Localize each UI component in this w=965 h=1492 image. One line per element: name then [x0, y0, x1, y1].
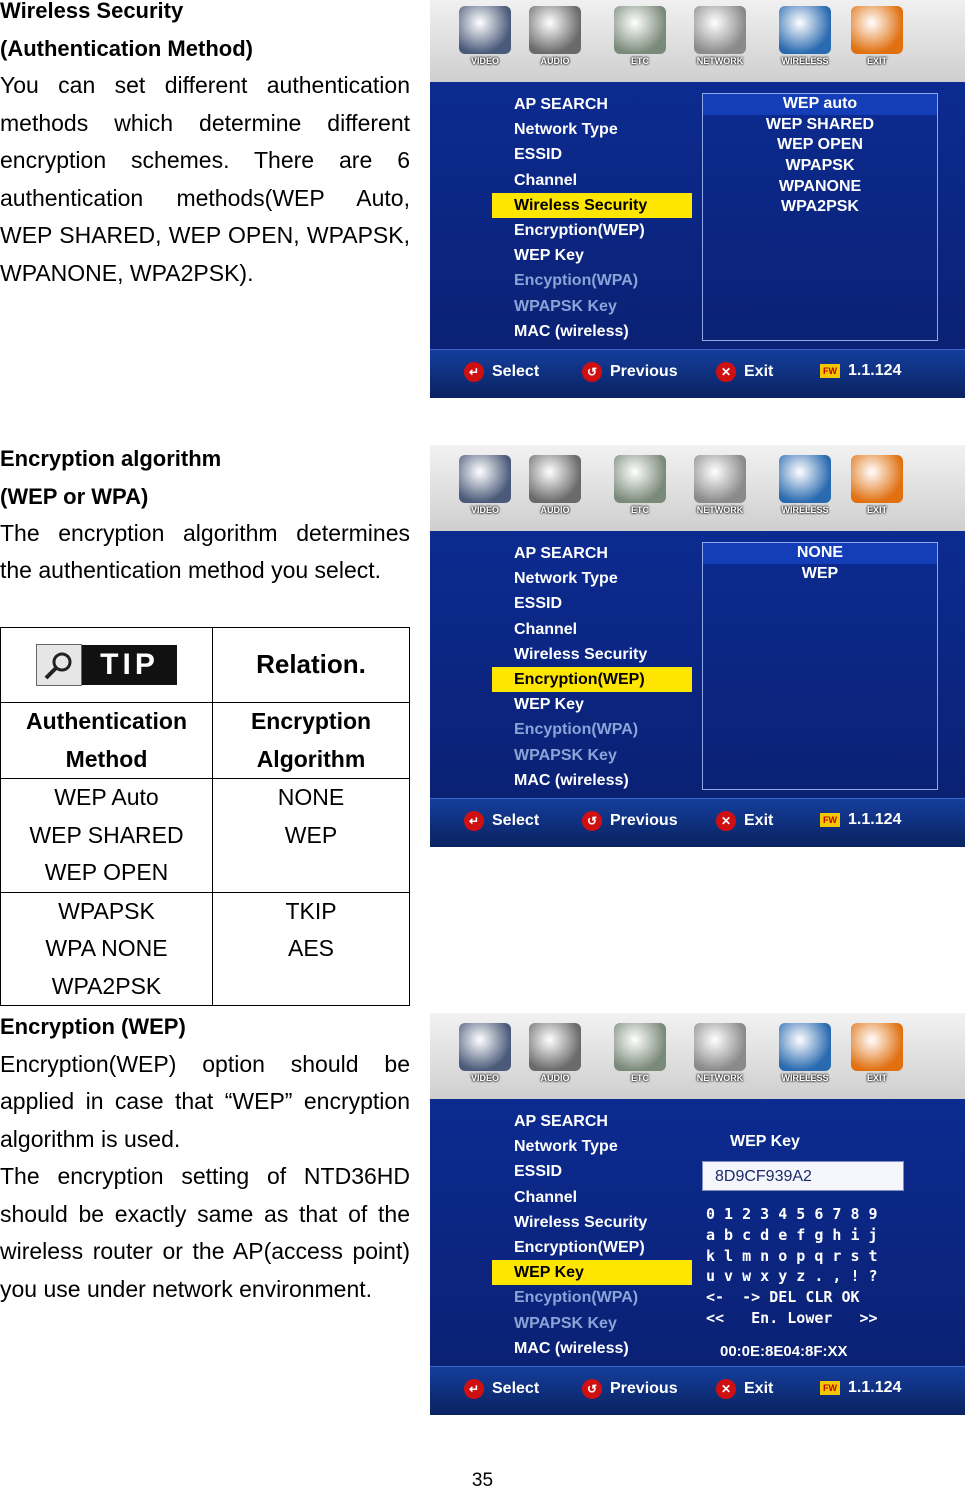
top-menu-exit[interactable] — [842, 455, 912, 515]
top-menu-label: ETC — [631, 505, 649, 515]
paragraph: The encryption algorithm determines the authentication method you select. — [0, 520, 410, 583]
top-menu-label: WIRELESS — [781, 1073, 829, 1083]
top-menu-label: ETC — [631, 1073, 649, 1083]
top-menu-audio[interactable] — [520, 455, 590, 515]
table-row — [1, 892, 410, 1006]
subheading: (Authentication Method) — [0, 35, 253, 61]
exit-icon: ✕ — [716, 362, 736, 382]
top-menu-exit[interactable] — [842, 1023, 912, 1083]
option-item[interactable]: WPA2PSK — [781, 198, 859, 216]
keyboard-row[interactable]: a b c d e f g h i j — [706, 1225, 878, 1244]
select-button[interactable] — [464, 811, 539, 831]
screenshot-wep-key — [430, 1013, 965, 1415]
menu-item[interactable]: ESSID — [514, 146, 563, 164]
wep-key-input[interactable]: 8D9CF939A2 — [702, 1161, 904, 1191]
bottom-bar — [430, 798, 965, 847]
top-menu-label: WIRELESS — [781, 505, 829, 515]
keyboard-row[interactable]: u v w x y z . , ! ? — [706, 1267, 878, 1286]
top-menu-label: EXIT — [866, 505, 887, 515]
top-menu-video[interactable] — [450, 455, 520, 515]
top-menu-label: VIDEO — [470, 1073, 499, 1083]
previous-label: Previous — [610, 812, 678, 829]
menu-item[interactable]: WPAPSK Key — [514, 746, 617, 764]
top-menu-video[interactable] — [450, 1023, 520, 1083]
top-menu-label: NETWORK — [696, 56, 744, 66]
speaker-icon — [529, 6, 581, 54]
fw-badge: FW — [820, 813, 840, 827]
top-menu-exit[interactable] — [842, 6, 912, 66]
exit-icon: ✕ — [716, 1379, 736, 1399]
encryption-algorithm-header: Encryption Algorithm — [213, 703, 410, 779]
select-button[interactable] — [464, 362, 539, 382]
speaker-icon — [529, 1023, 581, 1071]
top-menu-label: WIRELESS — [781, 56, 829, 66]
bottom-bar — [430, 1366, 965, 1415]
section-encryption-algorithm — [0, 440, 410, 589]
exit-folder-icon — [851, 455, 903, 503]
settings-menu — [492, 1109, 692, 1361]
top-menu-label: AUDIO — [540, 1073, 570, 1083]
enc-cell: TKIP AES — [213, 892, 410, 1006]
menu-item[interactable]: WPAPSK Key — [514, 297, 617, 315]
top-menu-label: NETWORK — [696, 505, 744, 515]
option-item[interactable]: WEP — [801, 564, 839, 582]
menu-item[interactable]: AP SEARCH — [514, 96, 608, 113]
exit-folder-icon — [851, 1023, 903, 1071]
mac-address: 00:0E:8E04:8F:XX — [720, 1343, 848, 1360]
menu-item[interactable]: WEP Key — [514, 247, 584, 265]
menu-item[interactable]: AP SEARCH — [514, 545, 608, 562]
previous-label: Previous — [610, 363, 678, 380]
table-row — [1, 779, 410, 893]
menu-item[interactable]: Encyption(WPA) — [514, 721, 639, 739]
select-icon: ↵ — [464, 1379, 484, 1399]
network-icon — [694, 455, 746, 503]
option-item[interactable]: WEP SHARED — [765, 115, 875, 133]
settings-menu — [492, 541, 692, 793]
relation-label: Relation. — [213, 628, 410, 703]
tv-icon — [459, 6, 511, 54]
wep-key-title: WEP Key — [730, 1133, 800, 1150]
exit-label: Exit — [744, 363, 774, 380]
menu-item[interactable]: Channel — [514, 171, 578, 189]
top-icon-bar — [430, 445, 965, 531]
exit-icon: ✕ — [716, 811, 736, 831]
heading: Encryption (WEP) — [0, 1014, 186, 1039]
menu-item[interactable]: Wireless Security — [492, 193, 692, 218]
select-label: Select — [492, 363, 540, 380]
bottom-bar — [430, 349, 965, 398]
keyboard-row[interactable]: k l m n o p q r s t — [706, 1246, 878, 1265]
top-menu-audio[interactable] — [520, 1023, 590, 1083]
top-menu-network[interactable] — [685, 455, 755, 515]
top-menu-label: AUDIO — [540, 56, 570, 66]
speaker-icon — [529, 455, 581, 503]
previous-button[interactable] — [582, 1379, 678, 1399]
previous-icon: ↺ — [582, 1379, 602, 1399]
previous-button[interactable] — [582, 811, 678, 831]
top-menu-video[interactable] — [450, 6, 520, 66]
menu-item[interactable]: MAC (wireless) — [514, 771, 629, 789]
menu-item[interactable]: AP SEARCH — [514, 1113, 608, 1130]
satellite-icon — [779, 6, 831, 54]
fw-badge: FW — [820, 1381, 840, 1395]
option-item[interactable]: WPANONE — [778, 177, 862, 195]
satellite-icon — [779, 1023, 831, 1071]
top-menu-etc[interactable] — [605, 455, 675, 515]
menu-item[interactable]: Channel — [514, 620, 578, 638]
heading: Wireless Security — [0, 0, 184, 23]
exit-button[interactable] — [716, 811, 773, 831]
top-menu-wireless[interactable] — [770, 1023, 840, 1083]
keyboard-row[interactable]: <- -> DEL CLR OK — [706, 1288, 860, 1307]
top-menu-wireless[interactable] — [770, 455, 840, 515]
select-button[interactable] — [464, 1379, 539, 1399]
option-item[interactable]: WEP OPEN — [777, 136, 863, 154]
previous-button[interactable] — [582, 362, 678, 382]
menu-item[interactable]: WPAPSK Key — [514, 1314, 617, 1332]
exit-button[interactable] — [716, 1379, 773, 1399]
network-icon — [694, 6, 746, 54]
top-menu-label: AUDIO — [540, 505, 570, 515]
menu-item[interactable]: Network Type — [514, 121, 618, 139]
firmware-version — [820, 811, 901, 829]
firmware-version — [820, 362, 901, 380]
menu-item[interactable]: MAC (wireless) — [514, 322, 629, 340]
menu-item[interactable]: Wireless Security — [514, 1213, 648, 1231]
paragraph: Encryption(WEP) option should be applied in case that “WEP” encryption algorithm is used. — [0, 1050, 410, 1152]
tip-badge-cell — [1, 628, 213, 703]
top-menu-audio[interactable] — [520, 6, 590, 66]
magnifier-icon — [36, 644, 82, 686]
exit-label: Exit — [744, 812, 774, 829]
auth-cell: WEP Auto WEP SHARED WEP OPEN — [1, 779, 213, 893]
top-menu-etc[interactable] — [605, 6, 675, 66]
menu-item[interactable]: Wireless Security — [514, 645, 648, 663]
menu-item[interactable]: Network Type — [514, 1138, 618, 1156]
exit-label: Exit — [744, 1380, 774, 1397]
fw-badge: FW — [820, 364, 840, 378]
satellite-icon — [779, 455, 831, 503]
menu-item[interactable]: Encryption(WEP) — [514, 1238, 645, 1256]
select-label: Select — [492, 812, 540, 829]
auth-method-header: Authentication Method — [1, 703, 213, 779]
menu-item[interactable]: WEP Key — [514, 696, 584, 714]
top-menu-label: EXIT — [866, 56, 887, 66]
menu-item[interactable]: Encryption(WEP) — [492, 667, 692, 692]
option-item[interactable]: WEP auto — [703, 94, 937, 115]
page-number: 35 — [471, 1470, 494, 1491]
top-menu-network[interactable] — [685, 1023, 755, 1083]
enc-cell: NONE WEP — [213, 779, 410, 893]
tv-icon — [459, 1023, 511, 1071]
section-wireless-security — [0, 0, 410, 292]
menu-item[interactable]: Encryption(WEP) — [514, 221, 645, 239]
menu-item[interactable]: MAC (wireless) — [514, 1339, 629, 1357]
previous-icon: ↺ — [582, 811, 602, 831]
settings-menu — [492, 92, 692, 344]
top-menu-label: ETC — [631, 56, 649, 66]
auth-cell: WPAPSK WPA NONE WPA2PSK — [1, 892, 213, 1006]
top-menu-label: NETWORK — [696, 1073, 744, 1083]
menu-item[interactable]: ESSID — [514, 1163, 563, 1181]
gear-icon — [614, 6, 666, 54]
options-list — [702, 542, 938, 790]
version-label: 1.1.124 — [848, 362, 902, 379]
subheading: (WEP or WPA) — [0, 483, 149, 509]
heading: Encryption algorithm — [0, 446, 222, 471]
keyboard-row[interactable]: << En. Lower >> — [706, 1309, 878, 1327]
tv-icon — [459, 455, 511, 503]
network-icon — [694, 1023, 746, 1071]
top-menu-wireless[interactable] — [770, 6, 840, 66]
select-label: Select — [492, 1380, 540, 1397]
top-menu-etc[interactable] — [605, 1023, 675, 1083]
top-menu-label: VIDEO — [470, 56, 499, 66]
top-menu-network[interactable] — [685, 6, 755, 66]
menu-item[interactable]: ESSID — [514, 595, 563, 613]
section-encryption-wep — [0, 1008, 410, 1308]
menu-item[interactable]: Network Type — [514, 570, 618, 588]
select-icon: ↵ — [464, 362, 484, 382]
top-icon-bar — [430, 0, 965, 82]
gear-icon — [614, 1023, 666, 1071]
top-menu-label: EXIT — [866, 1073, 887, 1083]
version-label: 1.1.124 — [848, 1379, 902, 1396]
menu-item[interactable]: Channel — [514, 1188, 578, 1206]
options-list — [702, 93, 938, 341]
firmware-version — [820, 1379, 901, 1397]
top-menu-label: VIDEO — [470, 505, 499, 515]
gear-icon — [614, 455, 666, 503]
menu-item[interactable]: Encyption(WPA) — [514, 1289, 639, 1307]
top-icon-bar — [430, 1013, 965, 1099]
select-icon: ↵ — [464, 811, 484, 831]
paragraph: You can set different authentication methods which determine different encryption schemes. There are 6 authentication methods(WEP Auto, WEP SHARED, WEP OPEN, WPAPSK, WPANONE, WPA2PSK). — [0, 72, 410, 286]
exit-button[interactable] — [716, 362, 773, 382]
version-label: 1.1.124 — [848, 811, 902, 828]
tip-badge — [36, 644, 177, 686]
exit-folder-icon — [851, 6, 903, 54]
paragraph: The encryption setting of NTD36HD should be exactly same as that of the wireless router or the AP(access point) you use under network environment. — [0, 1163, 410, 1302]
menu-item[interactable]: Encyption(WPA) — [514, 272, 639, 290]
screenshot-encryption-algorithm — [430, 445, 965, 847]
option-item[interactable]: NONE — [703, 543, 937, 564]
relation-table — [0, 627, 410, 1006]
previous-label: Previous — [610, 1380, 678, 1397]
keyboard-row[interactable]: 0 1 2 3 4 5 6 7 8 9 — [706, 1205, 878, 1223]
tip-label: TIP — [82, 645, 177, 685]
option-item[interactable]: WPAPSK — [785, 157, 855, 175]
previous-icon: ↺ — [582, 362, 602, 382]
screenshot-wireless-security — [430, 0, 965, 398]
menu-item[interactable]: WEP Key — [492, 1260, 692, 1285]
